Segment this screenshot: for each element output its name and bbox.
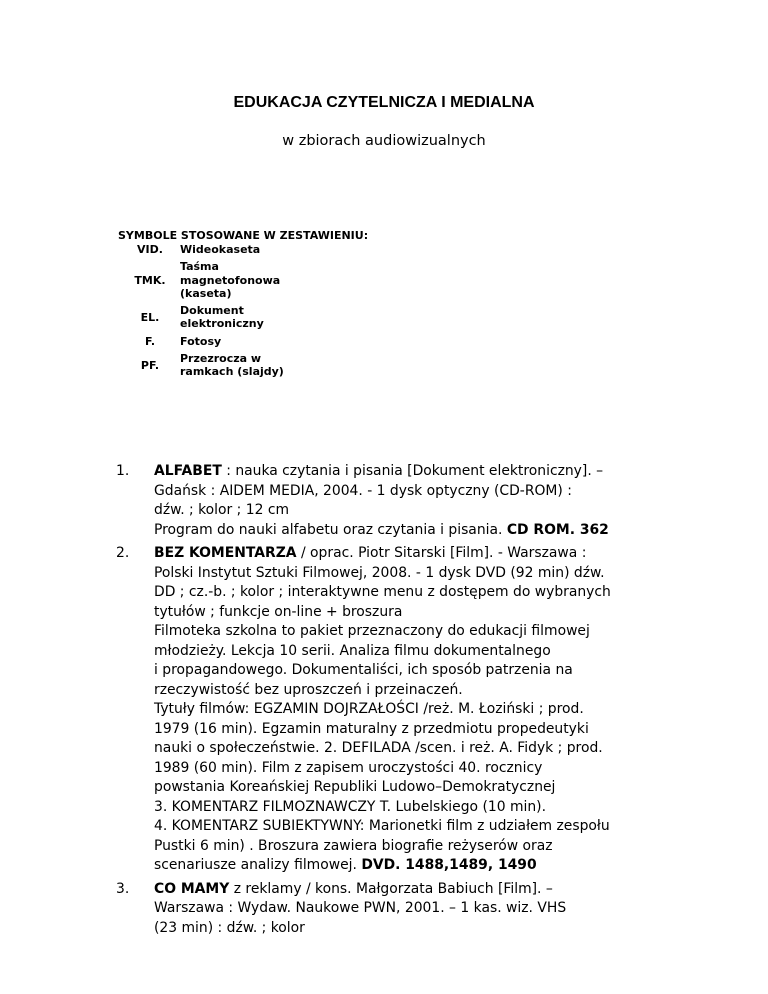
entry-text: powstania Koreańskiej Republiki Ludowo–Demokratycznej <box>154 779 556 795</box>
symbol-description-line: Taśma <box>180 260 219 274</box>
entry-line <box>154 919 674 939</box>
symbol-abbr: VID. <box>137 243 163 256</box>
entry-line <box>154 642 674 662</box>
entry-text: 1979 (16 min). Egzamin maturalny z przedmiotu propedeutyki <box>154 720 589 737</box>
entry-line <box>154 720 674 740</box>
entry-line <box>154 603 674 623</box>
bibliography-list <box>0 462 768 942</box>
entry-line <box>154 817 674 837</box>
symbol-description <box>176 352 308 383</box>
symbol-abbr: EL. <box>140 310 160 324</box>
bibliography-entry <box>0 544 674 876</box>
symbol-description-line: magnetofonowa <box>180 273 281 287</box>
entry-line <box>154 798 674 818</box>
symbol-abbr: PF. <box>140 358 160 372</box>
symbol-abbr: F. <box>144 334 156 348</box>
entry-text: Tytuły filmów: EGZAMIN DOJRZAŁOŚCI /reż. M. Łoziński ; prod. <box>154 701 584 717</box>
entry-text: tytułów ; funkcje on-line + broszura <box>154 603 403 620</box>
symbol-description <box>176 260 308 304</box>
symbol-description-line: ramkach (slajdy) <box>180 365 284 379</box>
symbol-description-line: Wideokaseta <box>180 243 261 256</box>
entry-line <box>154 681 674 701</box>
entry-text: nauki o społeczeństwie. 2. DEFILADA /scen. i reż. A. Fidyk ; prod. <box>154 740 603 756</box>
entry-bold-text: ALFABET <box>154 463 222 479</box>
entry-line <box>154 482 674 502</box>
entry-text: z reklamy / kons. Małgorzata Babiuch [Film]. – <box>229 880 553 897</box>
entry-line <box>154 622 674 642</box>
symbols-heading: SYMBOLE STOSOWANE W ZESTAWIENIU: <box>118 229 369 242</box>
entry-text: (23 min) : dźw. ; kolor <box>154 919 305 936</box>
entry-text: DD ; cz.-b. ; kolor ; interaktywne menu z dostępem do wybranych <box>154 584 611 600</box>
bibliography-entry <box>0 880 674 939</box>
symbol-abbr: TMK. <box>134 273 166 287</box>
symbol-description-line: (kaseta) <box>180 286 232 300</box>
symbol-row <box>124 352 308 383</box>
entry-line <box>154 778 674 798</box>
symbols-table <box>124 243 308 383</box>
entry-line <box>154 564 674 584</box>
entry-text: dźw. ; kolor ; 12 cm <box>154 502 290 518</box>
symbol-row <box>124 243 308 260</box>
entry-line <box>154 700 674 720</box>
entry-text: 1989 (60 min). Film z zapisem uroczystości 40. rocznicy <box>154 759 543 776</box>
symbol-description-line: Przezrocza w <box>180 352 262 366</box>
entry-text: scenariusze analizy filmowej. <box>154 857 362 873</box>
document-title: EDUKACJA CZYTELNICZA I MEDIALNA <box>233 94 535 111</box>
entry-line <box>154 583 674 603</box>
entry-text: młodzieży. Lekcja 10 serii. Analiza filmu dokumentalnego <box>154 642 551 659</box>
entry-line <box>154 544 674 564</box>
symbol-description-line: Fotosy <box>180 334 222 348</box>
entry-number: 1. <box>116 463 130 479</box>
entry-bold-text: BEZ KOMENTARZA <box>154 545 297 561</box>
entry-text: rzeczywistość bez uproszczeń i przeinaczeń. <box>154 681 463 698</box>
entry-text: 4. KOMENTARZ SUBIEKTYWNY: Marionetki film z udziałem zespołu <box>154 818 610 834</box>
symbol-description <box>176 335 308 352</box>
entry-line <box>154 856 674 876</box>
entry-text: / oprac. Piotr Sitarski [Film]. - Warszawa : <box>296 545 587 561</box>
symbol-description-line: Dokument <box>180 304 244 318</box>
symbol-description <box>176 304 308 335</box>
entry-text: Pustki 6 min) . Broszura zawiera biografie reżyserów oraz <box>154 837 553 854</box>
entry-line <box>154 661 674 681</box>
entry-text: : nauka czytania i pisania [Dokument elektroniczny]. – <box>221 463 604 479</box>
entry-bold-text: CD ROM. 362 <box>506 521 609 538</box>
entry-bold-text: CO MAMY <box>154 880 230 897</box>
entry-line <box>154 837 674 857</box>
entry-line <box>154 880 674 900</box>
symbol-row <box>124 335 308 352</box>
entry-line <box>154 739 674 759</box>
entry-line <box>154 501 674 521</box>
entry-text: 3. KOMENTARZ FILMOZNAWCZY T. Lubelskiego (10 min). <box>154 798 546 815</box>
symbol-row <box>124 260 308 304</box>
document-subtitle: w zbiorach audiowizualnych <box>282 133 486 149</box>
symbol-description <box>176 243 308 260</box>
symbol-row <box>124 304 308 335</box>
entry-text: Warszawa : Wydaw. Naukowe PWN, 2001. – 1 kas. wiz. VHS <box>154 900 567 916</box>
bibliography-entry <box>0 462 674 540</box>
entry-text: Polski Instytut Sztuki Filmowej, 2008. - 1 dysk DVD (92 min) dźw. <box>154 564 605 581</box>
entry-number: 3. <box>116 880 130 897</box>
entry-text: Program do nauki alfabetu oraz czytania i pisania. <box>154 521 507 538</box>
entry-text: i propagandowego. Dokumentaliści, ich sposób patrzenia na <box>154 662 573 678</box>
entry-bold-text: DVD. 1488,1489, 1490 <box>361 857 537 873</box>
entry-line <box>154 521 674 541</box>
entry-line <box>154 899 674 919</box>
symbol-description-line: elektroniczny <box>180 317 264 331</box>
entry-number: 2. <box>116 545 130 561</box>
entry-text: Filmoteka szkolna to pakiet przeznaczony do edukacji filmowej <box>154 623 590 639</box>
entry-line <box>154 759 674 779</box>
entry-text: Gdańsk : AIDEM MEDIA, 2004. - 1 dysk optyczny (CD-ROM) : <box>154 482 572 499</box>
entry-line <box>154 462 674 482</box>
